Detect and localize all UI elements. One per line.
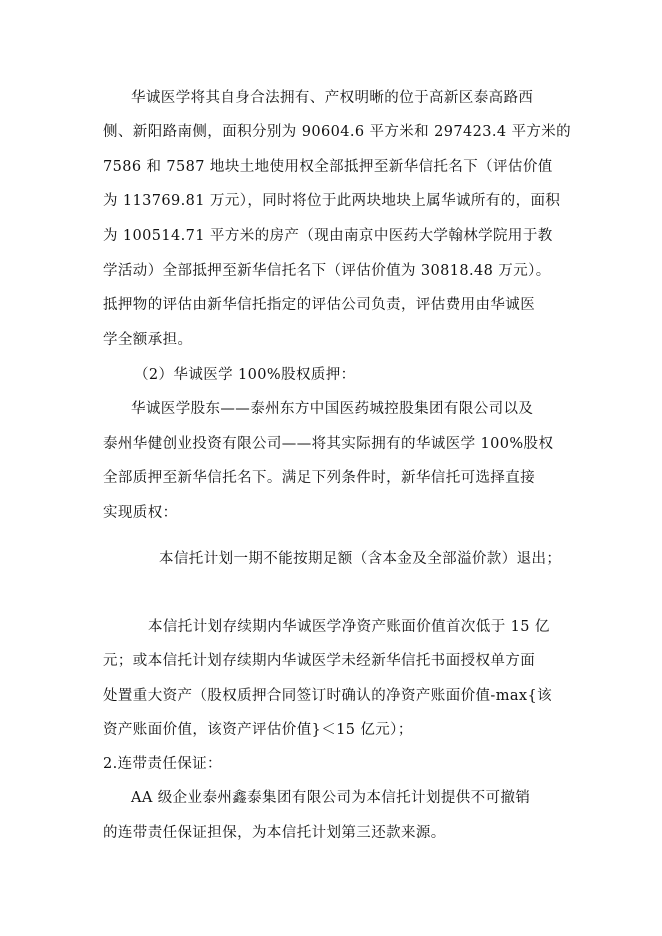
text-line: AA 级企业泰州鑫泰集团有限公司为本信托计划提供不可撤销 [131,790,531,806]
text-line: 泰州华健创业投资有限公司——将其实际拥有的华诚医学 100%股权 [103,436,554,452]
text-line: 的连带责任保证担保，为本信托计划第三还款来源。 [103,825,446,841]
text-line: 全部质押至新华信托名下。满足下列条件时，新华信托可选择直接 [103,470,536,486]
condition-item: 本信托计划一期不能按期足额（含本金及全部溢价款）退出； [159,551,562,567]
text-line: 7586 和 7587 地块土地使用权全部抵押至新华信托名下（评估价值 [103,159,553,175]
text-line: 处置重大资产（股权质押合同签订时确认的净资产账面价值-max{该 [103,688,552,704]
condition-item: 本信托计划存续期内华诚医学净资产账面价值首次低于 15 亿 [148,619,550,635]
text-line: 为 113769.81 万元），同时将位于此两块地块上属华诚所有的，面积 [103,193,561,209]
text-line: 侧、新阳路南侧，面积分别为 90604.6 平方米和 297423.4 平方米的 [103,124,572,140]
text-line: 学活动）全部抵押至新华信托名下（评估价值为 30818.48 万元）。 [103,263,551,279]
text-line: 抵押物的评估由新华信托指定的评估公司负责，评估费用由华诚医 [103,297,536,313]
text-line: 学全额承担。 [103,332,193,348]
text-line: 实现质权： [103,505,178,521]
text-line: 资产账面价值，该资产评估价值}＜15 亿元）； [103,722,413,738]
section-heading: 2.连带责任保证： [103,756,222,772]
section-heading: （2）华诚医学 100%股权质押： [134,367,356,383]
text-line: 华诚医学股东——泰州东方中国医药城控股集团有限公司以及 [131,401,534,417]
text-line: 元；或本信托计划存续期内华诚医学未经新华信托书面授权单方面 [103,653,536,669]
text-line: 华诚医学将其自身合法拥有、产权明晰的位于高新区泰高路西 [131,90,534,106]
text-line: 为 100514.71 平方米的房产（现由南京中医药大学翰林学院用于教 [103,228,553,244]
